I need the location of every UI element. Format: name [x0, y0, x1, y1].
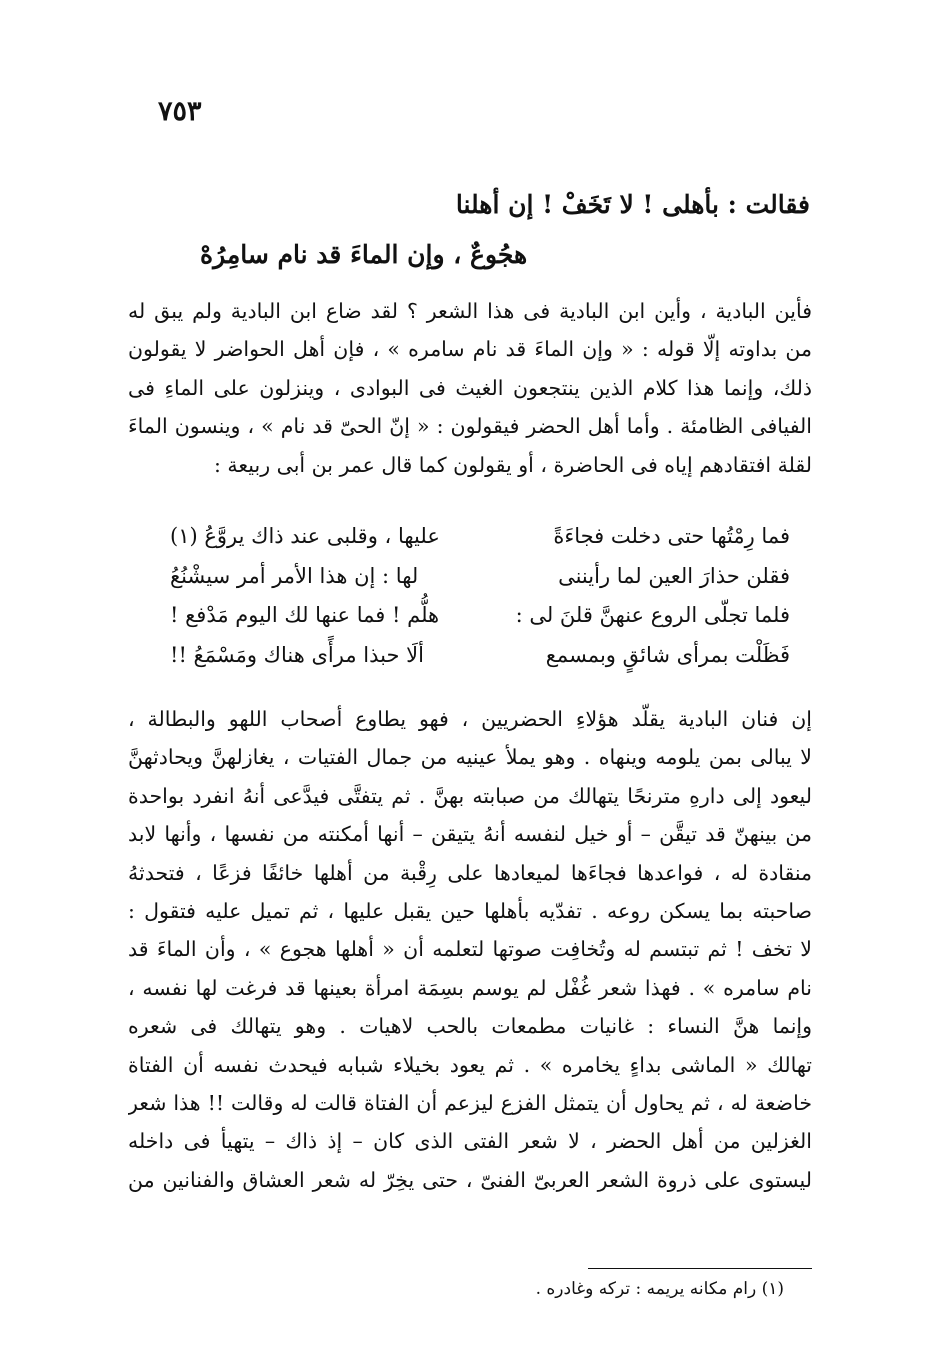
text-line: لقلة افتقادهم إياه فى الحاضرة ، أو يقولون كما قال عمر بن أبى ربيعة : [214, 452, 812, 477]
hemistich-right: فلما تجلّى الروع عنهنَّ قلنَ لى : [515, 603, 790, 627]
text-line: لا يبالى بمن يلومه وينهاه . وهو يملأ عينيه من جمال الفتيات ، يغازلهنَّ ويحادثهنَّ [128, 745, 812, 770]
footnote-divider [588, 1268, 812, 1269]
hemistich-right: فما رِمْتُها حتى دخلت فجاءَةً [553, 524, 790, 548]
poem-verse [170, 517, 790, 557]
text-line: من بينهنّ قد تيقَّن – أو خيل لنفسه أنهُ يتيقن – أنها أمكنته من نفسها ، وأنها لابد [128, 822, 812, 847]
text-line: الفيافى الظامئة . وأما أهل الحضر فيقولون : « إنّ الحىّ قد نام » ، وينسون الماءَ [128, 414, 812, 439]
text-line: نام سامره » . فهذا شعر غُفْل لم يوسم بسِمَة امرأة بعينها قد فرغت لها نفسه ، [128, 975, 812, 1000]
text-line: الغزلين من أهل الحضر ، لا شعر الفتى الذى كان – إذ ذاك – يتهيأ فى داخله [128, 1129, 812, 1154]
text-line: صاحبته بما يسكن روعه . تفدّيه بأهلها حين يقبل عليها ، ثم تميل عليه فتقول : [128, 898, 812, 923]
text-line: ذلك، وإنما هذا كلام الذين ينتجعون الغيث فى البوادى ، وينزلون على الماءِ فى [128, 375, 812, 400]
page-number: ٧٥٣ [158, 96, 202, 127]
text-line: وإنما هنَّ النساء : غانيات مطمعات بالحب لاهيات . وهو يتهالك فى شعره [128, 1014, 812, 1039]
verse-line: فقالت : بأهلى ! لا تَخَفْ ! إن أهلنا [455, 190, 810, 219]
hemistich-left: هلُّم ! فما عنها لك اليوم مَدْفع ! [170, 603, 440, 627]
hemistich-right: فَظَلْت بمرأى شائقٍ وبمسمع [545, 642, 790, 667]
poem-verse [170, 636, 790, 676]
text-line: لا تخف ! ثم تبتسم له وتُخافِت صوتها لتعلمه أن « أهلها هجوع » ، وأن الماءَ قد [128, 937, 812, 962]
hemistich-left: ألَا حبذا مرأًى هناك ومَسْمَعُ !! [170, 642, 424, 667]
text-line: خاضعة له ، ثم يحاول أن يتمثل الفزع ليزعم أن الفتاة قالت له وقالت !! هذا شعر [128, 1090, 812, 1115]
verse-line: هجُوعٌ ، وإن الماءَ قد نام سامِرُهْ [200, 240, 528, 269]
paragraph-2 [128, 700, 812, 1199]
text-line: فأين البادية ، وأين ابن البادية فى هذا الشعر ؟ لقد ضاع ابن البادية ولم يبق له [128, 299, 812, 323]
paragraph-1 [128, 292, 812, 484]
text-line: ليستوى على ذروة الشعر العربىّ الفنىّ ، حتى يخِرّ له شعر العشاق والفنانين من [128, 1167, 812, 1192]
poem-verse [170, 557, 790, 597]
footnote: (١) رام مكانه يريمه : تركه وغادره . [535, 1279, 784, 1299]
hemistich-left: لها : إن هذا الأمر أمر سيشْنُعُ [170, 563, 419, 588]
hemistich-right: فقلن حذارَ العين لما رأيننى [558, 563, 790, 588]
hemistich-left: عليها ، وقلبى عند ذاك يروَّعُ (١) [170, 524, 440, 548]
poem [170, 517, 790, 675]
text-line: تهالك « الماشى بداءٍ يخامره » . ثم يعود بخيلاء شبابه فيحدث نفسه أن الفتاة [128, 1052, 812, 1077]
text-line: ليعود إلى دارهِ مترنحًا يتهالك من صبابته بهنَّ . ثم يتفتَّى فيدَّعى أنهُ انفرد بواحدة [128, 783, 812, 808]
text-line: من بداوته إلّا قوله : « وإن الماءَ قد نام سامره » ، فإن أهل الحواضر لا يقولون [128, 337, 812, 362]
text-line: إن فنان البادية يقلّد هؤلاءِ الحضريين ، فهو يطاوع أصحاب اللهو والبطالة ، [128, 707, 812, 731]
poem-verse [170, 596, 790, 636]
text-line: منقادة له ، فواعدها فجاءَها لميعادها على رِقْبة من أهلها خائفًا فزعًا ، فتحدثهُ [128, 860, 812, 885]
